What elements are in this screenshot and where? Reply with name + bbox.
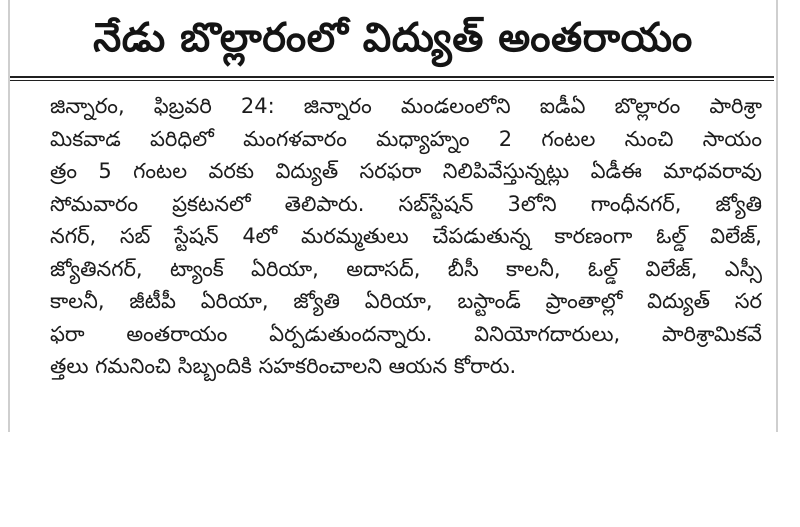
article-line: నగర్, సబ్ స్టేషన్ 4లో మరమ్మతులు చేపడుతున్న కారణంగా ఓల్డ్ విలేజ్,: [50, 224, 762, 248]
article-line: త్రం 5 గంటల వరకు విద్యుత్ సరఫరా నిలిపివేస్తున్నట్లు ఏడీఈ మాధవరావు: [50, 159, 762, 183]
article-line: జ్యోతినగర్, ట్యాంక్ ఏరియా, అదాసద్, బీసీ కాలనీ, ఓల్డ్ విలేజ్, ఎస్సీ: [50, 256, 762, 281]
headline-rule-thin: [10, 80, 774, 81]
article-line: ఫరా అంతరాయం ఏర్పడుతుందన్నారు. వినియోగదారులు, పారిశ్రామికవే: [50, 321, 762, 346]
headline-rule: [10, 76, 774, 78]
headline: నేడు బొల్లారంలో విద్యుత్ అంతరాయం: [93, 15, 693, 61]
article-line: సోమవారం ప్రకటనలో తెలిపారు. సబ్‌స్టేషన్ 3లోని గాంధీనగర్, జ్యోతి: [50, 191, 762, 216]
article-line: కాలనీ, జీటీపీ ఏరియా, జ్యోతి ఏరియా, బస్టాండ్ ప్రాంతాల్లో విద్యుత్ సర: [50, 289, 762, 313]
article-line: మికవాడ పరిధిలో మంగళవారం మధ్యాహ్నం 2 గంటల నుంచి సాయం: [50, 126, 762, 151]
article-body: [50, 90, 762, 383]
article-line: జిన్నారం, ఫిబ్రవరి 24: జిన్నారం మండలంలోని ఐడీఏ బొల్లారం పారిశ్రా: [50, 94, 762, 118]
article-line: త్తలు గమనించి సిబ్బందికి సహకరించాలని ఆయన కోరారు.: [50, 354, 517, 378]
